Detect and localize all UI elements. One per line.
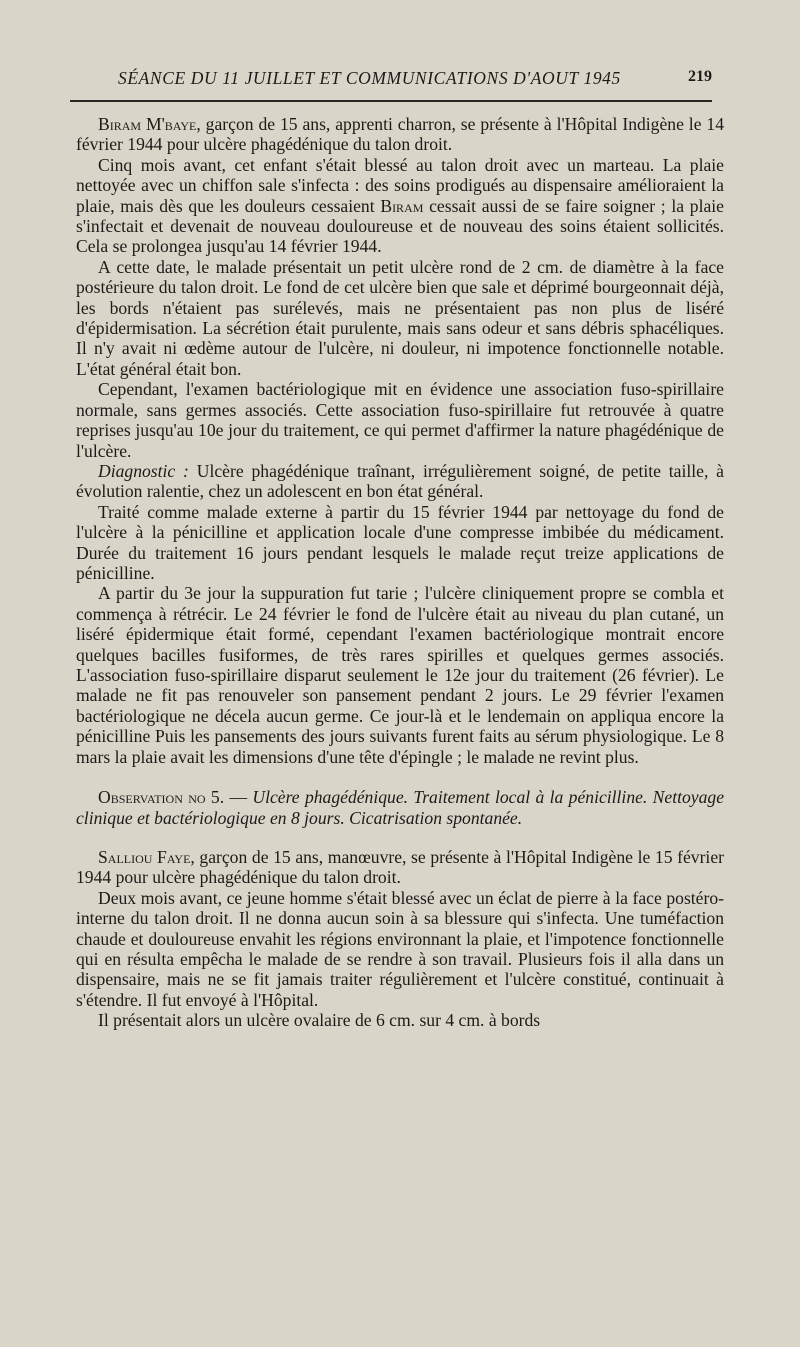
case4-examination: A cette date, le malade présentait un petit ulcère rond de 2 cm. de diamètre à la face postérieure du talon droit. Le fond de cet ulcère bien que sale et déprimé bourgeonnait déjà, les bords n'étaient pas surélevés, mais ne présentaient pas non plus de liséré d'épidermisation. La sécrétion était purulente, mais sans odeur et sans débris sphacéliques. Il n'y avait ni œdème autour de l'ulcère, ni douleur, ni impotence fonctionnelle notable. L'état général était bon. — [76, 256, 724, 379]
case4-evolution: A partir du 3e jour la suppuration fut tarie ; l'ulcère cliniquement propre se combla et commença à rétrécir. Le 24 février le fond de l'ulcère était au niveau du plan cutané, un liséré épidermique était formé, cependant l'examen bactériologique montrait encore quelques bacilles fusiformes, de très rares spirilles et quelques germes associés. L'association fuso-spirillaire disparut seulement le 12e jour du traitement (26 février). Le malade ne fit pas renouveler son pansement pendant 2 jours. Le 29 février l'examen bactériologique ne décela aucun germe. Ce jour-là et le lendemain on appliqua encore la pénicilline Puis les pansements des jours suivants furent faits au sérum physiologique. Le 8 mars la plaie avait les dimensions d'une tête d'épingle ; le malade ne revint plus. — [76, 583, 724, 767]
running-title: SÉANCE DU 11 JUILLET ET COMMUNICATIONS D'AOUT 1945 — [118, 68, 621, 88]
patient-name: Biram — [380, 195, 424, 216]
observation-label: Observation no 5. — [98, 787, 225, 807]
case4-treatment: Traité comme malade externe à partir du 15 février 1944 par nettoyage du fond de l'ulcère à la pénicilline et application locale d'une compresse imbibée du médicament. Durée du traitement 16 jours pendant lesquels le malade reçut treize applications de pénicilline. — [76, 501, 724, 583]
observation-title: Ulcère phagédénique. Traitement local à la pénicilline. Nettoyage clinique et bactériologique en 8 jours. Cicatrisation spontanée. — [76, 787, 725, 828]
paragraph-text: Cinq mois avant, cet enfant s'était blessé au talon droit avec un marteau. La plaie nettoyée avec un chiffon sale s'infecta : des soins prodigués au dispensaire amélioraient la plaie, mais dès que les douleurs cessaient — [76, 154, 724, 216]
case4-history — [76, 155, 724, 257]
case5-intro — [76, 847, 724, 888]
paragraph-text: Ulcère phagédénique traînant, irrégulièrement soigné, de petite taille, à évolution ralentie, chez un adolescent en bon état général. — [76, 460, 724, 502]
paragraph-text: garçon de 15 ans, apprenti charron, se présente à l'Hôpital Indigène le 14 février 1944 pour ulcère phagédénique du talon droit. — [76, 114, 725, 155]
case4-bacteriology: Cependant, l'examen bactériologique mit en évidence une association fuso-spirillaire normale, sans germes associés. Cette association fuso-spirillaire fut retrouvée à quatre reprises jusqu'au 10e jour du traitement, ce qui permet d'affirmer la nature phagédénique de l'ulcère. — [76, 379, 724, 461]
body-text — [76, 114, 724, 1031]
observation-dash: — — [224, 787, 253, 807]
patient-name: Biram M'baye, — [98, 114, 201, 134]
diagnostic-label: Diagnostic : — [98, 460, 189, 481]
case4-intro — [76, 114, 724, 155]
page-number: 219 — [688, 68, 712, 85]
patient-name: Salliou Faye, — [98, 847, 195, 867]
case5-examination: Il présentait alors un ulcère ovalaire de 6 cm. sur 4 cm. à bords — [98, 1010, 541, 1031]
case5-history: Deux mois avant, ce jeune homme s'était blessé avec un éclat de pierre à la face postéro-interne du talon droit. Il ne donna aucun soin à sa blessure qui s'infecta. Une tuméfaction chaude et douloureuse envahit les régions environnant la plaie, et l'impotence fonctionnelle qui en résulta empêcha le malade de se rendre à son travail. Plusieurs fois il alla dans un dispensaire, mais ne se fit jamais traiter régulièrement et l'ulcère constitué, continuait à s'étendre. Il fut envoyé à l'Hôpital. — [76, 887, 724, 1010]
case4-diagnostic — [76, 461, 724, 502]
observation-heading — [76, 787, 724, 829]
paragraph-text: garçon de 15 ans, manœuvre, se présente à l'Hôpital Indigène le 15 février 1944 pour ulcère phagédénique du talon droit. — [76, 847, 724, 888]
paragraph-text: cessait aussi de se faire soigner ; la plaie s'infectait et devenait de nouveau douloureuse et de nouveau des soins étaient sollicités. Cela se prolongea jusqu'au 14 février 1944. — [76, 195, 724, 257]
header-rule — [70, 100, 712, 102]
page-header — [70, 64, 720, 94]
